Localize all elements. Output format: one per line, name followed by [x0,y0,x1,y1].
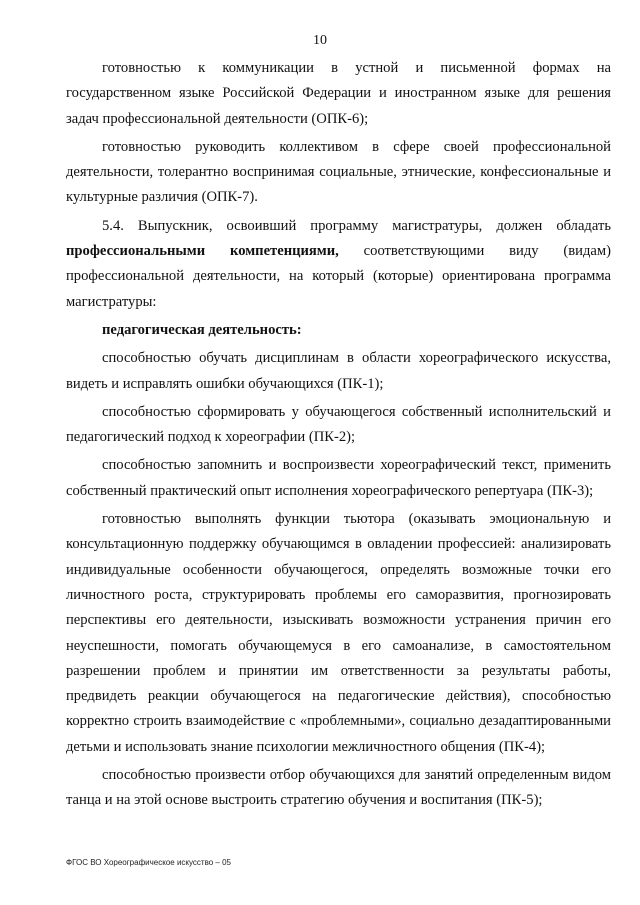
section-5-4-intro: 5.4. Выпускник, освоивший программу магистратуры, должен обладать [102,217,611,234]
section-5-4-rest: соответствующими виду (видам) профессиональной деятельности, на который (которые) ориентирована программа магистратуры: [66,243,611,310]
section-heading: педагогическая деятельность: [102,321,302,338]
competency-pk-1: способностью обучать дисциплинам в области хореографического искусства, видеть и исправлять ошибки обучающихся (ПК-1); [66,350,611,392]
competency-pk-2: способностью сформировать у обучающегося собственный исполнительский и педагогический подход к хореографии (ПК-2); [66,403,611,446]
document-body [66,56,611,814]
paragraph-opk-7: готовностью руководить коллективом в сфере своей профессиональной деятельности, толерантно воспринимая социальные, этнические, конфессиональные и культурные различия (ОПК-7). [66,138,611,206]
section-5-4-bold-term: профессиональными компетенциями, [66,243,339,260]
competency-pk-3: способностью запомнить и воспроизвести хореографический текст, применить собственный практический опыт исполнения хореографического репертуара (ПК-3); [66,457,611,499]
competency-pk-5: способностью произвести отбор обучающихся для занятий определенным видом танца и на этой основе выстроить стратегию обучения и воспитания (ПК-5); [66,767,611,809]
competency-pk-4: готовностью выполнять функции тьютора (оказывать эмоциональную и консультационную поддержку обучающимся в овладении профессией: анализировать индивидуальные особенности обучающегося, определять возможные точки его личностного роста, структурировать проблемы его саморазвития, прогнозировать перспективы его деятельности, изыскивать возможности устранения причин его неуспешности, помогать обучающемуся в его самоанализе, в самостоятельном разрешении проблем и принятии им ответственности за результаты работы, предвидеть реакции обучающегося на педагогические действия), способностью корректно строить взаимодействие с «проблемными», социально дезадаптированными детьми и использовать знание психологии межличностного общения (ПК-4); [66,511,611,755]
document-footer: ФГОС ВО Хореографическое искусство – 05 [66,858,231,867]
page-number: 10 [313,33,327,48]
paragraph-section-5-4 [66,214,611,315]
paragraph-opk-6: готовностью к коммуникации в устной и письменной формах на государственном языке Российской Федерации и иностранном языке для решения задач профессиональной деятельности (ОПК-6); [66,60,611,127]
